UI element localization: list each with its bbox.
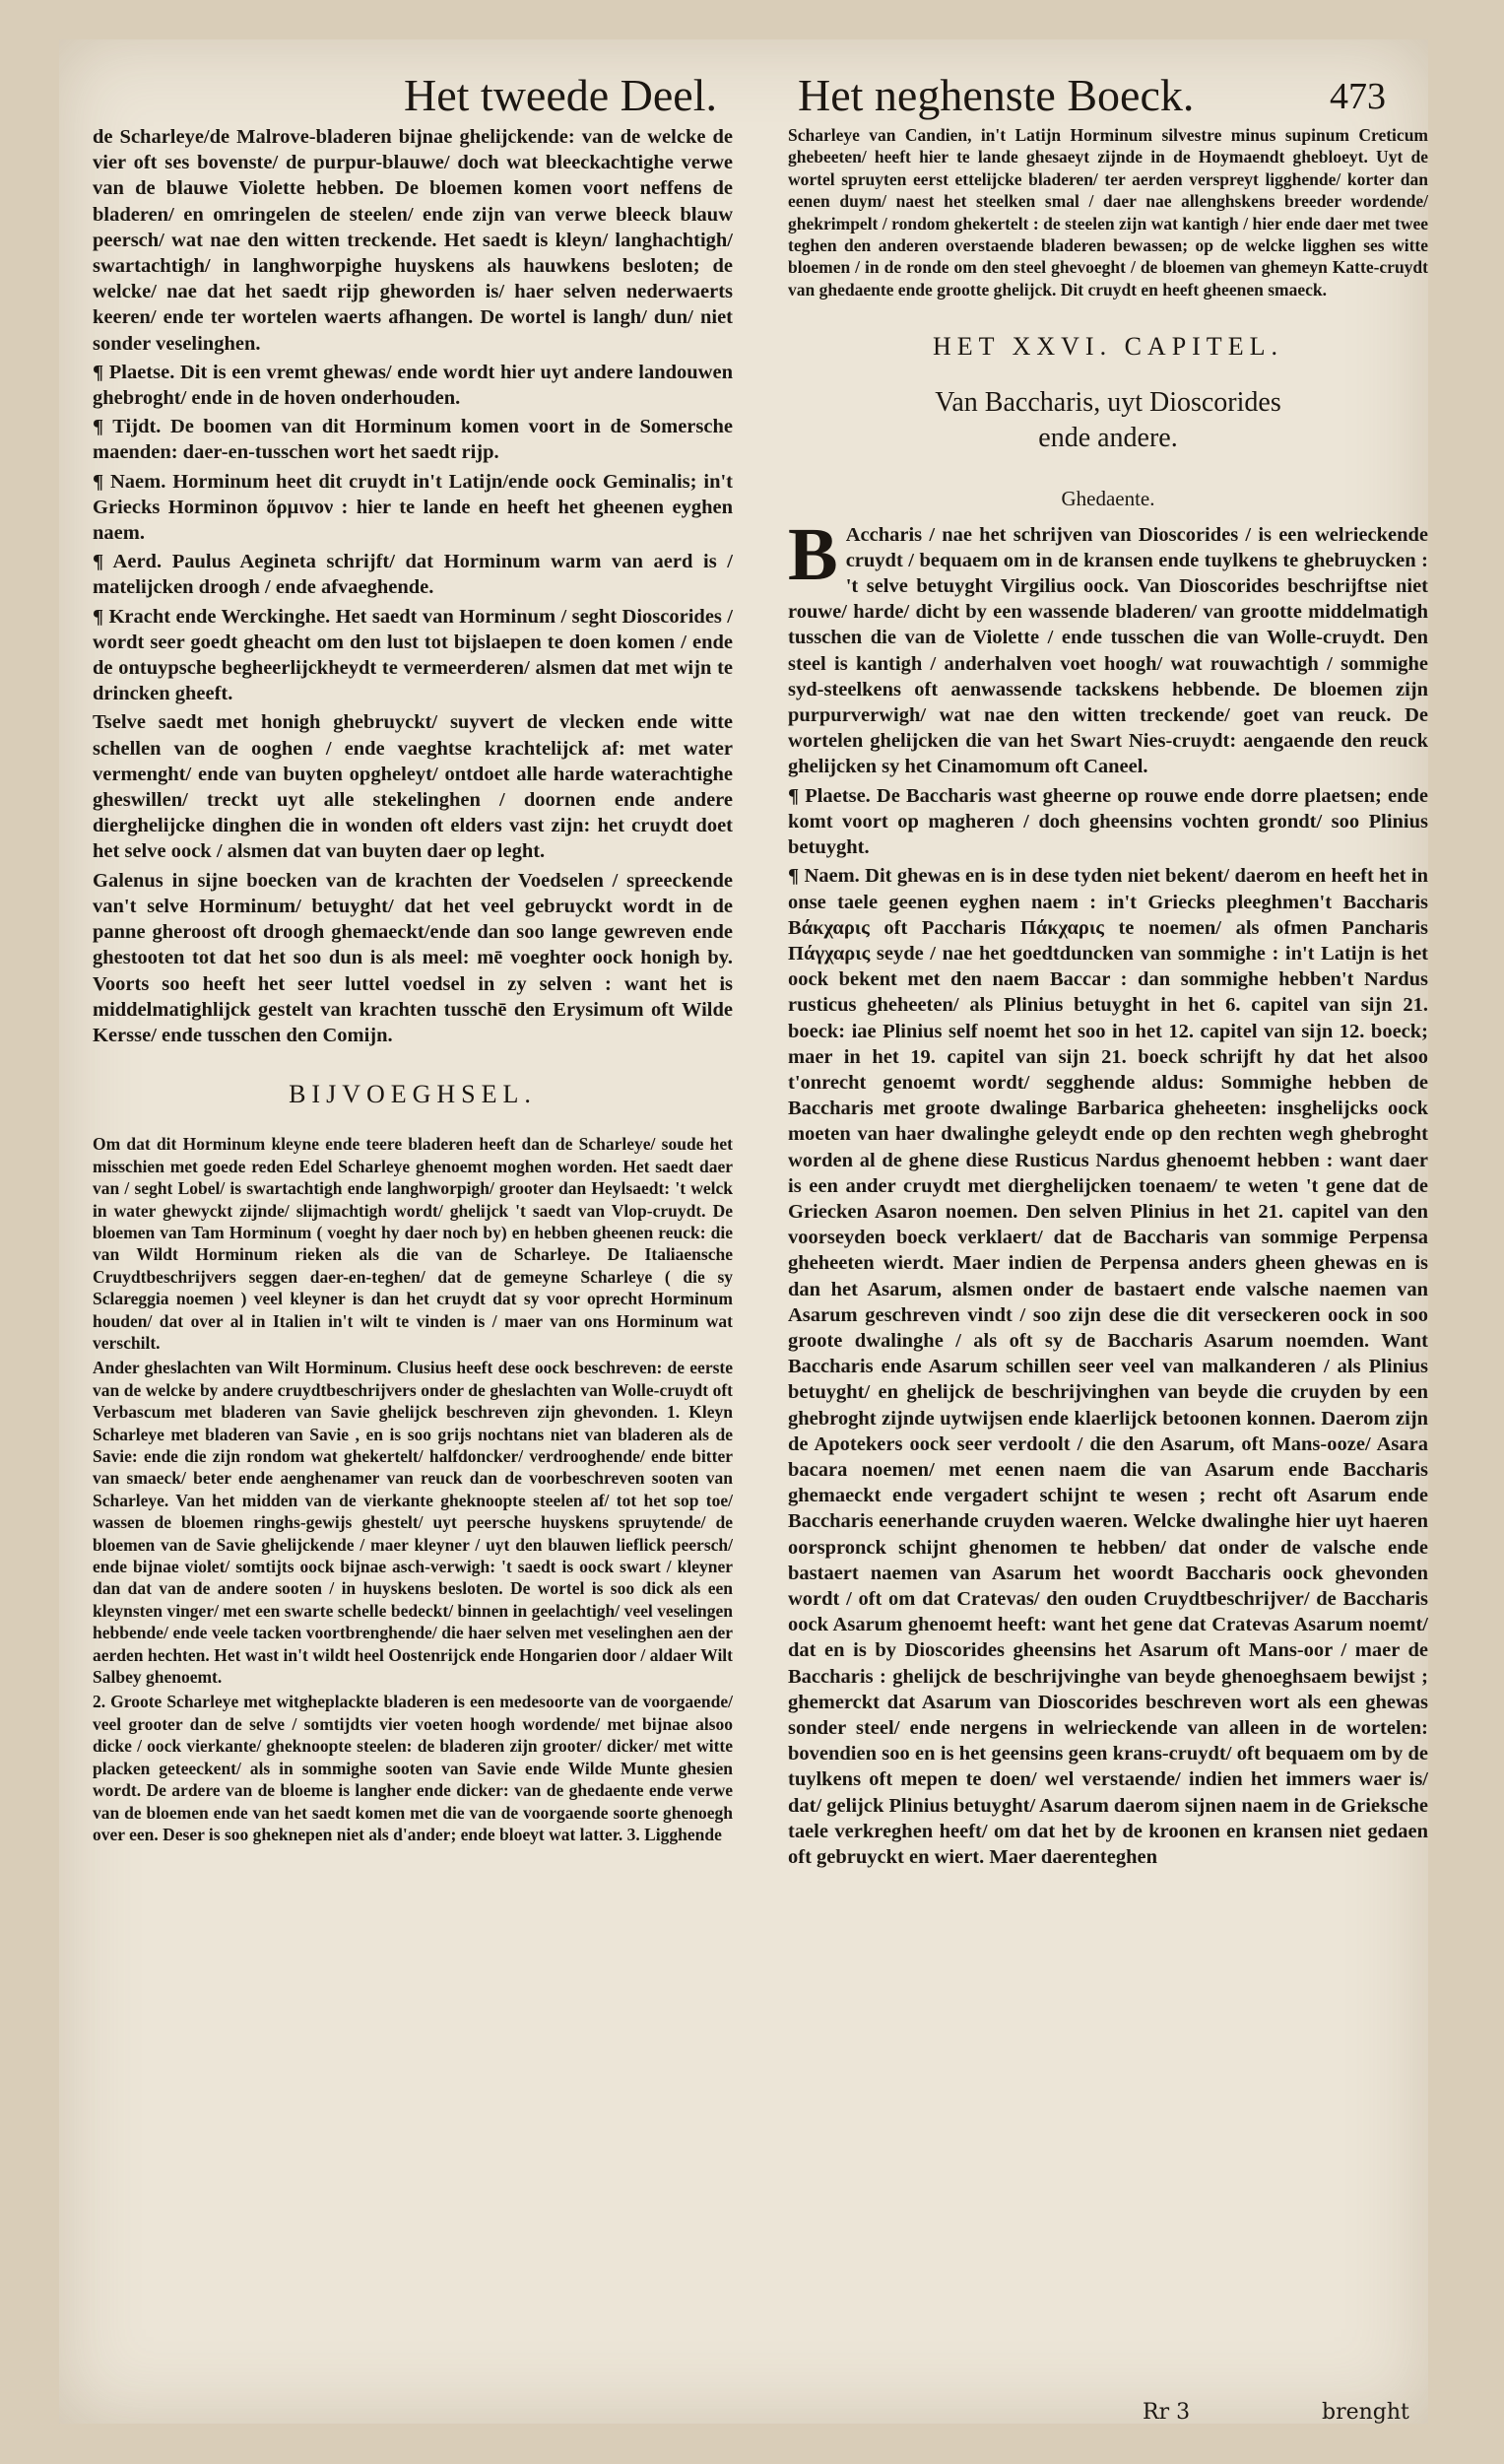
header-right-title: Het neghenste Boeck. — [798, 70, 1195, 120]
paragraph: ¶ Plaetse. De Baccharis wast gheerne op rouwe ende dorre plaetsen; ende komt voort op magheren / doch gheensins vochten grondt/ soo Plinius betuyght. — [788, 784, 1428, 859]
drop-cap: B — [788, 512, 838, 596]
chapter-title-line: Van Baccharis, uyt Dioscorides — [935, 387, 1281, 419]
paragraph: Tselve saedt met honigh ghebruyckt/ suyvert de vlecken ende witte schellen van de ooghen / ende vaeghtse krachtelijck af: met water vermenght/ ende van buyten opgheleyt/ ontdoet alle harde waterachtighe gheswillen/ treckt uyt alle stekelinghen / doornen ende andere dierghelijcke dinghen die in wonden oft elders vast zijn: het cruydt doet het selve oock / alsmen dat van buyten daer op leght. — [93, 711, 733, 863]
right-column — [788, 124, 1428, 1873]
chapter-title-line: ende andere. — [1038, 423, 1178, 454]
paragraph: ¶ Plaetse. Dit is een vremt ghewas/ ende wordt hier uyt andere landouwen ghebroght/ ende in de hoven onderhouden. — [93, 361, 733, 410]
paragraph: Ander gheslachten van Wilt Horminum. Clusius heeft dese oock beschreven: de eerste van de welcke by andere cruydtbeschrijvers onder de gheslachten van Wolle-cruydt oft Verbascum met bladeren van Savie ghelijck beschreven zijn ghevonden. 1. Kleyn Scharleye met bladeren van Savie , en is soo grijs nochtans niet van bladeren als de Savie: ende die zijn rondom wat ghekertelt/ halfdoncker/ verdrooghende/ ende bitter van smaeck/ beter ende aenghenamer van reuck dan de voorbeschreven sooten van Scharleye. Van het midden van de vierkante gheknoopte steelen af/ tot het sop toe/ wassen de bloemen ringhs-gewijs ghestelt/ uyt peersche huyskens spruytende/ de bloemen van de Savie ghelijckende / maer kleyner / uyt den blauwen lieflick peersch/ ende bijnae violet/ somtijts oock bijnae asch-verwigh: 't saedt is oock swart / kleyner dan dat van de andere sooten / in huyskens besloten. De wortel is soo dick als een kleynsten vinger/ met een swarte schelle bedeckt/ binnen in geelachtigh/ veel veselingen hebbende/ ende veele tacken voortbrenghende/ die haer selven met veselinghen aen der aerden hechten. Het wast in't wildt heel Oostenrijck ende Hongarien door / aldaer Wilt Salbey ghenoemt. — [93, 1358, 733, 1688]
paragraph: ¶ Naem. Horminum heet dit cruydt in't Latijn/ende oock Geminalis; in't Griecks Horminon ὅρμινον : hier te lande en heeft het gheenen eyghen naem. — [93, 470, 733, 545]
subheading: Ghedaente. — [1061, 487, 1155, 511]
paragraph — [788, 512, 1428, 780]
header-left-title: Het tweede Deel. — [404, 70, 718, 120]
paragraph: 2. Groote Scharleye met witgheplackte bladeren is een medesoorte van de voorgaende/ veel grooter dan de selve / somtijdts vier voeten hoogh wordende/ met bijnae alsoo dicke / oock vierkante/ gheknoopte steelen: de bladeren zijn grooter/ dicker/ met witte placken geteeckent/ als in sommighe sooten van Savie ende Wilde Munte ghesien wordt. De ardere van de bloeme is langher ende dicker: van de ghedaente ende verwe van de bloemen ende van het saedt komen met die van de voorgaende soorte ghenoegh over een. Deser is soo gheknepen niet als d'ander; ende bloeyt wat latter. 3. Ligghende — [93, 1692, 733, 1844]
paragraph: ¶ Kracht ende Werckinghe. Het saedt van Horminum / seght Dioscorides / wordt seer goedt gheacht om den lust tot bijslaepen te doen komen / ende de ontuypsche begheerlijckheydt te vermeerderen/ alsmen dat met wijn te drincken gheeft. — [93, 605, 733, 705]
running-header — [59, 61, 1428, 130]
paragraph: ¶ Naem. Dit ghewas en is in dese tyden niet bekent/ daerom en heeft het in onse taele geenen eyghen naem : in't Griecks pleeghmen't Baccharis Βάκχαρις oft Paccharis Πάκχαρις te noemen/ als ofmen Pancharis Πάγχαρις seyde / nae het goedtduncken van sommighe : in't Latijn is het oock bekent met den naem Baccar : dan sommighe hebben't Nardus rusticus gheheeten/ als Plinius betuyght in het 6. capitel van sijn 21. boeck: iae Plinius self noemt het soo in het 12. capitel van sijn 12. boeck; maer in het 19. capitel van sijn 21. boeck schrijft hy dat het alsoo t'onrecht genoemt wordt/ segghende aldus: Sommighe hebben de Baccharis met groote dwalinge Barbarica gheheeten: insghelijcks oock moeten van haer dwalinghe geleydt ende op den rechten wegh ghebroght worden al de ghene diese Rusticus Nardus ghenoemt hebben : want daer is een ander cruydt met dierghelijcken toenaem/ te weten 't gene dat de Griecken Asaron noemen. Den selven Plinius in het 21. capitel van den voorseyden boeck verklaert/ dat de Baccharis van sommige Perpensa gheheeten wierdt. Maer indien de Perpensa anders gheen ghewas en is dan het Asarum, alsmen onder de bastaert ende valsche naemen van Asarum geschreven vindt / soo zijn dese die dit verseckeren oock in soo groote dwalinghe / als oft sy de Baccharis Asarum noemden. Want Baccharis ende Asarum schillen seer veel van malkanderen / als Plinius betuyght/ en ghelijck de beschrijvinghen van beyde die cruyden by een ghebroght zijnde uytwijsen ende klaerlijck betoonen konnen. Daerom zijn de Apotekers oock seer verdoolt / die den Asarum, oft Mans-ooze/ Asara bacara noemen/ met eenen naem die van Asarum ende Baccharis ghemaeckt ende vergadert schijnt te wesen ; recht oft Asarum ende Baccharis eenerhande cruyden waeren. Welcke dwalinghe hier uyt haeren oorspronck schijnt ghenomen te hebben/ dat onder de valsche ende bastaert naemen van Asarum het woordt Baccharis oock ghevonden wordt / oft om dat Cratevas/ den ouden Cruydtbeschrijver/ de Baccharis oock Asarum ghenoemt heeft: want het gene dat Cratevas Asarum noemt/ dat en is by Dioscorides gheensins het Asarum oft Mans-oor / maer de Baccharis : ghelijck de beschrijvinghe van beyde ghenoeghsaem bewijst ; ghemerckt dat Asarum van Dioscorides beschreven wort als een ghewas sonder steel/ ende nergens in welrieckende van alleen in de wortelen: bovendien soo en is het geensins geen krans-cruydt/ oft bequaem om by de tuylkens oft mepen te doen/ wel verstaende/ indien het immers waer is/ dat/ gelijck Plinius betuyght/ Asarum daerom sijnen naem in de Grieksche taele verkreghen heeft/ om dat het by de kroonen en kransen niet gedaen oft gebruyckt en wiert. Maer daerenteghen — [788, 865, 1428, 1869]
paragraph: de Scharleye/de Malrove-bladeren bijnae ghelijckende: van de welcke de vier oft ses bovenste/ de purpur-blauwe/ doch wat bleeckachtighe verwe van de blauwe Violette hebben. De bloemen komen voort neffens de bladeren/ en omringelen de steelen/ ende zijn van verwe bleeck blauw peersch/ wat nae den witten treckende. Het saedt is kleyn/ langhachtigh/ swartachtigh/ in langhworpighe huyskens als hauwkens besloten; de welcke/ nae dat het saedt rijp gheworden is/ haer selven nederwaerts keeren/ ende ter wortelen waerts afhangen. De wortel is langh/ dun/ niet sonder veselinghen. — [93, 126, 733, 355]
left-column — [93, 124, 733, 1848]
page-number: 473 — [1330, 76, 1386, 117]
catchword: brenght — [1322, 2400, 1409, 2425]
paragraph: Scharleye van Candien, in't Latijn Horminum silvestre minus supinum Creticum ghebeeten/ heeft hier te lande ghesaeyt zijnde in de Hoymaendt ghebloeyt. Uyt de wortel spruyten eerst ettelijcke bladeren/ ter aerden verspreyt ligghende/ korter dan eenen duym/ naest het steelken smal / daer nae allenghskens breeder wordende/ ghekrimpelt / rondom ghekertelt : de steelen zijn wat kantigh / hier ende daer met twee teghen den anderen overstaende bladeren bewassen; op de welcke ligghen ses witte bloemen / in de ronde om den steel ghevoeght / de bloemen van ghemeyn Katte-cruydt van ghedaente ende grootte ghelijck. Dit cruydt en heeft gheenen smaeck. — [788, 125, 1428, 300]
paragraph: Galenus in sijne boecken van de krachten der Voedselen / spreeckende van't selve Horminum/ betuyght/ dat het veel gebruyckt wordt in de panne gheroost oft droogh ghemaeckt/ende dan soo lange gewreven ende ghestooten tot dat het soo dun is als meel: mē voeghter oock honigh by. Voorts soo heeft het seer luttel voedsel in zy selven : want het is middelmatighlijck gestelt van krachten tusschē den Erysimum oft Wilde Kersse/ ende tusschen den Comijn. — [93, 869, 733, 1046]
book-page — [59, 39, 1428, 2424]
paragraph-text: Accharis / nae het schrijven van Dioscorides / is een welrieckende cruydt / bequaem om in de kransen ende tuylkens te ghebruycken : 't selve betuyght Virgilius oock. Van Dioscorides beschrijftse niet rouwe/ harde/ dicht by een wassende bladeren/ van grootte middelmatigh tusschen die van de Violette / ende tusschen die van Wolle-cruydt. Den steel is kantigh / anderhalven voet hoogh/ wat rouwachtigh / sommighe syd-steelkens oft aenwassende tackskens hebbende. De bloemen zijn purpurverwigh/ wat nae den witten treckende/ goet van reuck. De wortelen ghelijcken die van het Swart Nies-cruydt: aengaende den reuck ghelijcken sy het Cinamomum oft Caneel. — [788, 523, 1428, 778]
paragraph: ¶ Aerd. Paulus Aegineta schrijft/ dat Horminum warm van aerd is / matelijcken droogh / ende afvaeghende. — [93, 551, 733, 599]
section-heading: BIJVOEGHSEL. — [289, 1080, 537, 1109]
chapter-title — [788, 385, 1428, 456]
signature-mark: Rr 3 — [1143, 2400, 1191, 2425]
chapter-heading: HET XXVI. CAPITEL. — [933, 332, 1283, 362]
paragraph: Om dat dit Horminum kleyne ende teere bladeren heeft dan de Scharleye/ soude het misschien met goede reden Edel Scharleye ghenoemt moghen worden. Het saedt daer van / seght Lobel/ is swartachtigh ende langhworpigh/ grooter dan Heylsaedt: 't welck in water ghewyckt zijnde/ slijmachtigh wordt/ ghelijck 't saedt van Vlop-cruydt. De bloemen van Tam Horminum ( voeght hy daer noch by) en hebben gheenen reuck: die van Wildt Horminum rieken als die van de Scharleye. De Italiaensche Cruydtbeschrijvers seggen daer-en-teghen/ dat de gemeyne Scharleye ( die sy Sclareggia noemen ) veel kleyner is dan het cruydt dat sy voor oprecht Horminum houden/ dat over al in Italien in't wilt te vinden is / maer van ons Horminum wat verschilt. — [93, 1134, 733, 1353]
paragraph: ¶ Tijdt. De boomen van dit Horminum komen voort in de Somersche maenden: daer-en-tusschen wort het saedt rijp. — [93, 416, 733, 464]
